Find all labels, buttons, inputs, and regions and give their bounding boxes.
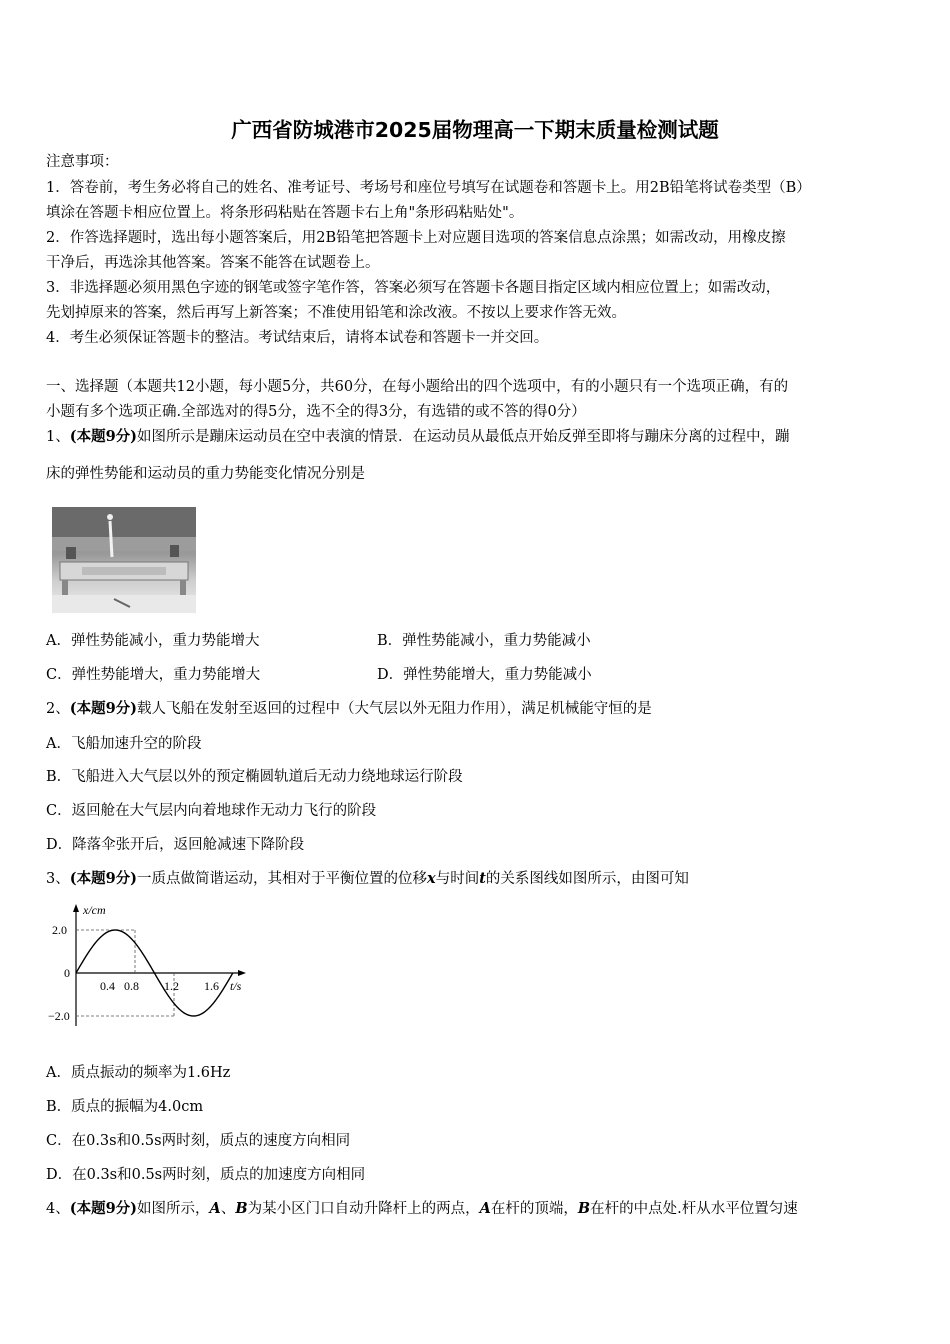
q2-score: (本题9分) [69, 700, 138, 717]
q4-number: 4、 [46, 1201, 70, 1217]
y-axis-label: x/cm [83, 903, 106, 917]
q2-stem [46, 700, 652, 718]
y-tick-top: 2.0 [52, 923, 67, 937]
q2-option-b: B．飞船进入大气层以外的预定椭圆轨道后无动力绕地球运行阶段 [46, 769, 463, 785]
q3-option-b: B．质点的振幅为4.0cm [46, 1099, 204, 1115]
notice-line: 1．答卷前，考生务必将自己的姓名、准考证号、考场号和座位号填写在试题卷和答题卡上。用2B铅笔将试卷类型（B） [46, 180, 811, 196]
x-tick: 1.6 [204, 979, 219, 993]
notice-line: 填涂在答题卡相应位置上。将条形码粘贴在答题卡右上角"条形码粘贴处"。 [46, 205, 524, 221]
q3-number: 3、 [46, 871, 70, 887]
q3-option-a: A．质点振动的频率为1.6Hz [46, 1065, 231, 1081]
q4-var-a: A [209, 1200, 221, 1217]
notice-line: 3．非选择题必须用黑色字迹的钢笔或签字笔作答，答案必须写在答题卡各题目指定区域内相应位置上；如需改动， [46, 280, 781, 296]
q3-option-c: C．在0.3s和0.5s两时刻，质点的速度方向相同 [46, 1133, 351, 1149]
q4-score: (本题9分) [69, 1200, 138, 1217]
x-tick: 0.8 [124, 979, 139, 993]
x-tick: 1.2 [164, 979, 179, 993]
trampoline-illustration [52, 507, 196, 613]
section-heading: 一、选择题（本题共12小题，每小题5分，共60分，在每小题给出的四个选项中，有的小题只有一个选项正确，有的 [46, 379, 789, 395]
q3-stem-text: 一质点做简谐运动，其相对于平衡位置的位移 [137, 871, 428, 887]
q1-stem-text: 如图所示是蹦床运动员在空中表演的情景．在运动员从最低点开始反弹至即将与蹦床分离的过程中，蹦 [137, 429, 790, 445]
q1-option-a: A．弹性势能减小，重力势能增大 [46, 633, 260, 649]
q4-var-b: B [235, 1200, 248, 1217]
q4-stem-text: 、 [220, 1201, 236, 1217]
q3-var-t: t [479, 870, 486, 887]
q2-number: 2、 [46, 701, 70, 717]
q4-stem-text: 在杆的中点处.杆从水平位置匀速 [590, 1201, 798, 1217]
trampoline-photo [52, 507, 196, 613]
graph-svg [46, 898, 256, 1028]
q3-score: (本题9分) [69, 870, 138, 887]
x-axis-arrow [238, 970, 246, 976]
page-title: 广西省防城港市2025届物理高一下期末质量检测试题 [231, 118, 719, 142]
q3-option-d: D．在0.3s和0.5s两时刻，质点的加速度方向相同 [46, 1167, 366, 1183]
q3-var-x: x [427, 870, 436, 887]
q1-stem [46, 428, 790, 446]
q3-stem-text: 与时间 [435, 871, 480, 887]
x-tick: 0.4 [100, 979, 115, 993]
notice-line: 干净后，再选涂其他答案。答案不能答在试题卷上。 [46, 255, 380, 271]
q1-number: 1、 [46, 429, 70, 445]
q4-stem-text: 在杆的顶端， [490, 1201, 578, 1217]
q1-option-d: D．弹性势能增大，重力势能减小 [377, 667, 592, 683]
y-tick-zero: 0 [64, 966, 70, 980]
q1-option-b: B．弹性势能减小，重力势能减小 [377, 633, 591, 649]
q4-stem-text: 如图所示， [137, 1201, 210, 1217]
q4-var-b: B [577, 1200, 591, 1217]
notice-line: 4．考生必须保证答题卡的整洁。考试结束后，请将本试卷和答题卡一并交回。 [46, 330, 549, 346]
notice-line: 先划掉原来的答案，然后再写上新答案；不准使用铅笔和涂改液。不按以上要求作答无效。 [46, 305, 626, 321]
q4-stem [46, 1200, 798, 1218]
q4-var-a: A [479, 1200, 491, 1217]
q1-stem-cont: 床的弹性势能和运动员的重力势能变化情况分别是 [46, 466, 365, 482]
notice-heading: 注意事项： [46, 154, 119, 170]
section-heading: 小题有多个选项正确.全部选对的得5分，选不全的得3分，有选错的或不答的得0分） [46, 404, 586, 420]
y-axis-arrow [73, 904, 79, 912]
x-axis-label: t/s [230, 979, 242, 993]
q3-stem [46, 870, 689, 888]
q2-option-c: C．返回舱在大气层内向着地球作无动力飞行的阶段 [46, 803, 377, 819]
q2-option-a: A．飞船加速升空的阶段 [46, 736, 202, 752]
q3-stem-text: 的关系图线如图所示，由图可知 [485, 871, 689, 887]
q1-score: (本题9分) [69, 428, 138, 445]
displacement-time-graph [46, 898, 256, 1032]
y-tick-bottom: −2.0 [48, 1009, 70, 1023]
q4-stem-text: 为某小区门口自动升降杆上的两点， [247, 1201, 480, 1217]
q1-option-c: C．弹性势能增大，重力势能增大 [46, 667, 261, 683]
q2-stem-text: 载人飞船在发射至返回的过程中（大气层以外无阻力作用），满足机械能守恒的是 [137, 701, 652, 717]
notice-line: 2．作答选择题时，选出每小题答案后，用2B铅笔把答题卡上对应题目选项的答案信息点涂黑；如需改动，用橡皮擦 [46, 230, 786, 246]
q2-option-d: D．降落伞张开后，返回舱减速下降阶段 [46, 837, 305, 853]
